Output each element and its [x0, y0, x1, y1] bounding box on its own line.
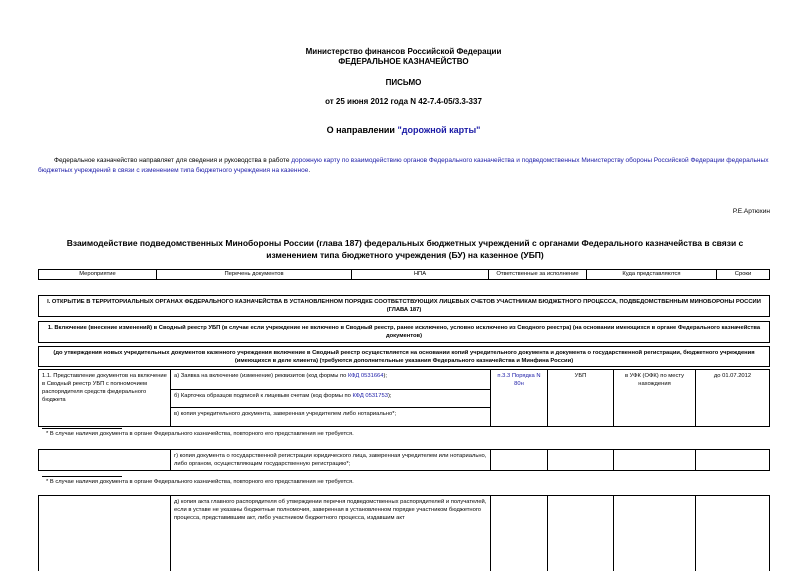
activity-cell-empty	[39, 496, 171, 571]
where-cell-empty	[614, 496, 696, 571]
deadline-cell: до 01.07.2012	[713, 373, 752, 379]
ministry-name: Министерство финансов Российской Федерации	[305, 47, 502, 56]
where-cell: в УФК (ОФК) по месту нахождения	[614, 370, 696, 426]
documents-cell	[171, 370, 491, 426]
col-responsible: Ответственные за исполнение	[489, 270, 587, 279]
responsible-cell: УБП	[548, 370, 614, 426]
table-title: Взаимодействие подведомственных Минобороны России (глава 187) федеральных бюджетных учреждений с органами Федерального казначейства в связи с изменением типа бюджетного учреждения (БУ) на казенное (УБП)	[66, 238, 744, 260]
document-item: в) копия учредительного документа, заверенная учредителем либо нотариально*;	[174, 411, 397, 417]
document-item: б) Карточка образцов подписей к лицевым счетам (код формы по КФД 0531753);	[171, 390, 490, 408]
subject-link[interactable]: "дорожной карты"	[397, 125, 481, 135]
responsible-cell-empty	[548, 496, 614, 571]
footnote: * В случае наличия документа в органе Федерального казначейства, повторного его представления не требуется.	[38, 428, 770, 439]
intro-text-b: .	[308, 167, 311, 174]
roadmap-link[interactable]: дорожную карту по взаимодействию органов Федерального казначейства и подведомственных Министерству обороны Российской Федерации федеральных бюджетных учреждений в связи с изменением типа бюджетного учреждения на казенное	[38, 157, 769, 174]
deadline-cell-empty	[696, 496, 769, 571]
document-item: а) Заявка на включение (изменение) реквизитов (код формы по КФД 0531664);	[171, 370, 490, 390]
activity-cell-empty	[39, 450, 171, 470]
footnote: * В случае наличия документа в органе Федерального казначейства, повторного его представления не требуется.	[38, 476, 770, 487]
npa-cell-empty	[491, 450, 548, 470]
table-header-row	[38, 269, 770, 280]
npa-cell-empty	[491, 496, 548, 571]
treasury-name: ФЕДЕРАЛЬНОЕ КАЗНАЧЕЙСТВО	[338, 57, 469, 66]
npa-link[interactable]: п.3.3 Порядка N 80н	[491, 370, 548, 426]
col-deadline: Сроки	[734, 271, 752, 277]
intro-text-a: Федеральное казначейство направляет для сведения и руководства в работе	[54, 157, 292, 164]
signature: Р.Е.Артюхин	[732, 208, 770, 215]
table-row	[38, 449, 770, 471]
subject-prefix: О направлении	[326, 125, 398, 135]
document-type: ПИСЬМО	[385, 78, 422, 87]
deadline-cell-empty	[696, 450, 769, 470]
subsection-heading: 1. Включение (внесение изменений) в Сводный реестр УБП (в случае если учреждение не включено в Сводный реестр, ранее исключено, условно исключено из Сводного реестра) (на основании имеющихся в органе Федерального казначейства документов)	[38, 321, 770, 343]
subsection-note: (до утверждения новых учредительных документов казенного учреждения включение в Сводный реестр осуществляется на основании копий учредительного документа и документа о государственной регистрации, бюджетного учреждения (имеющихся в деле клиента) (требуются дополнительные указания Федерального казначейства и Минфина России)	[38, 346, 770, 367]
document-date: от 25 июня 2012 года N 42-7.4-05/3.3-337	[325, 97, 482, 106]
table-row	[38, 369, 770, 427]
table-row	[38, 495, 770, 571]
document-item: д) копия акта главного распорядителя об утверждении перечня подведомственных распорядителей и получателей, если в уставе не указаны бюджетные полномочия, заверенная в установленном порядке участником бюджетного процесса, представившим акт, либо участником бюджетного процесса, издавшим акт	[171, 496, 491, 571]
col-npa: НПА	[352, 270, 489, 279]
responsible-cell-empty	[548, 450, 614, 470]
activity-cell: 1.1. Представление документов на включение в Сводный реестр УБП с полномочием распорядителя средств федерального бюджета	[39, 370, 171, 426]
col-documents: Перечень документов	[157, 270, 352, 279]
form-code-link[interactable]: КФД 0531753	[352, 393, 388, 399]
intro-paragraph	[38, 156, 773, 176]
col-where: Куда представляются	[587, 270, 717, 279]
document-item: г) копия документа о государственной регистрации юридического лица, заверенная учредителем или нотариально, либо органом, осуществляющим государственную регистрацию*;	[171, 450, 491, 470]
col-activity: Мероприятие	[39, 270, 157, 279]
document-subject	[0, 125, 807, 135]
section-heading: I. ОТКРЫТИЕ В ТЕРРИТОРИАЛЬНЫХ ОРГАНАХ ФЕДЕРАЛЬНОГО КАЗНАЧЕЙСТВА В УСТАНОВЛЕННОМ ПОРЯДКЕ СООТВЕТСТВУЮЩИХ ЛИЦЕВЫХ СЧЕТОВ УЧАСТНИКАМ БЮДЖЕТНОГО ПРОЦЕССА, ПОДВЕДОМСТВЕННЫМ МИНОБОРОНЫ РОССИИ (ГЛАВА 187)	[38, 295, 770, 317]
form-code-link[interactable]: КФД 0531664	[348, 373, 384, 379]
where-cell-empty	[614, 450, 696, 470]
